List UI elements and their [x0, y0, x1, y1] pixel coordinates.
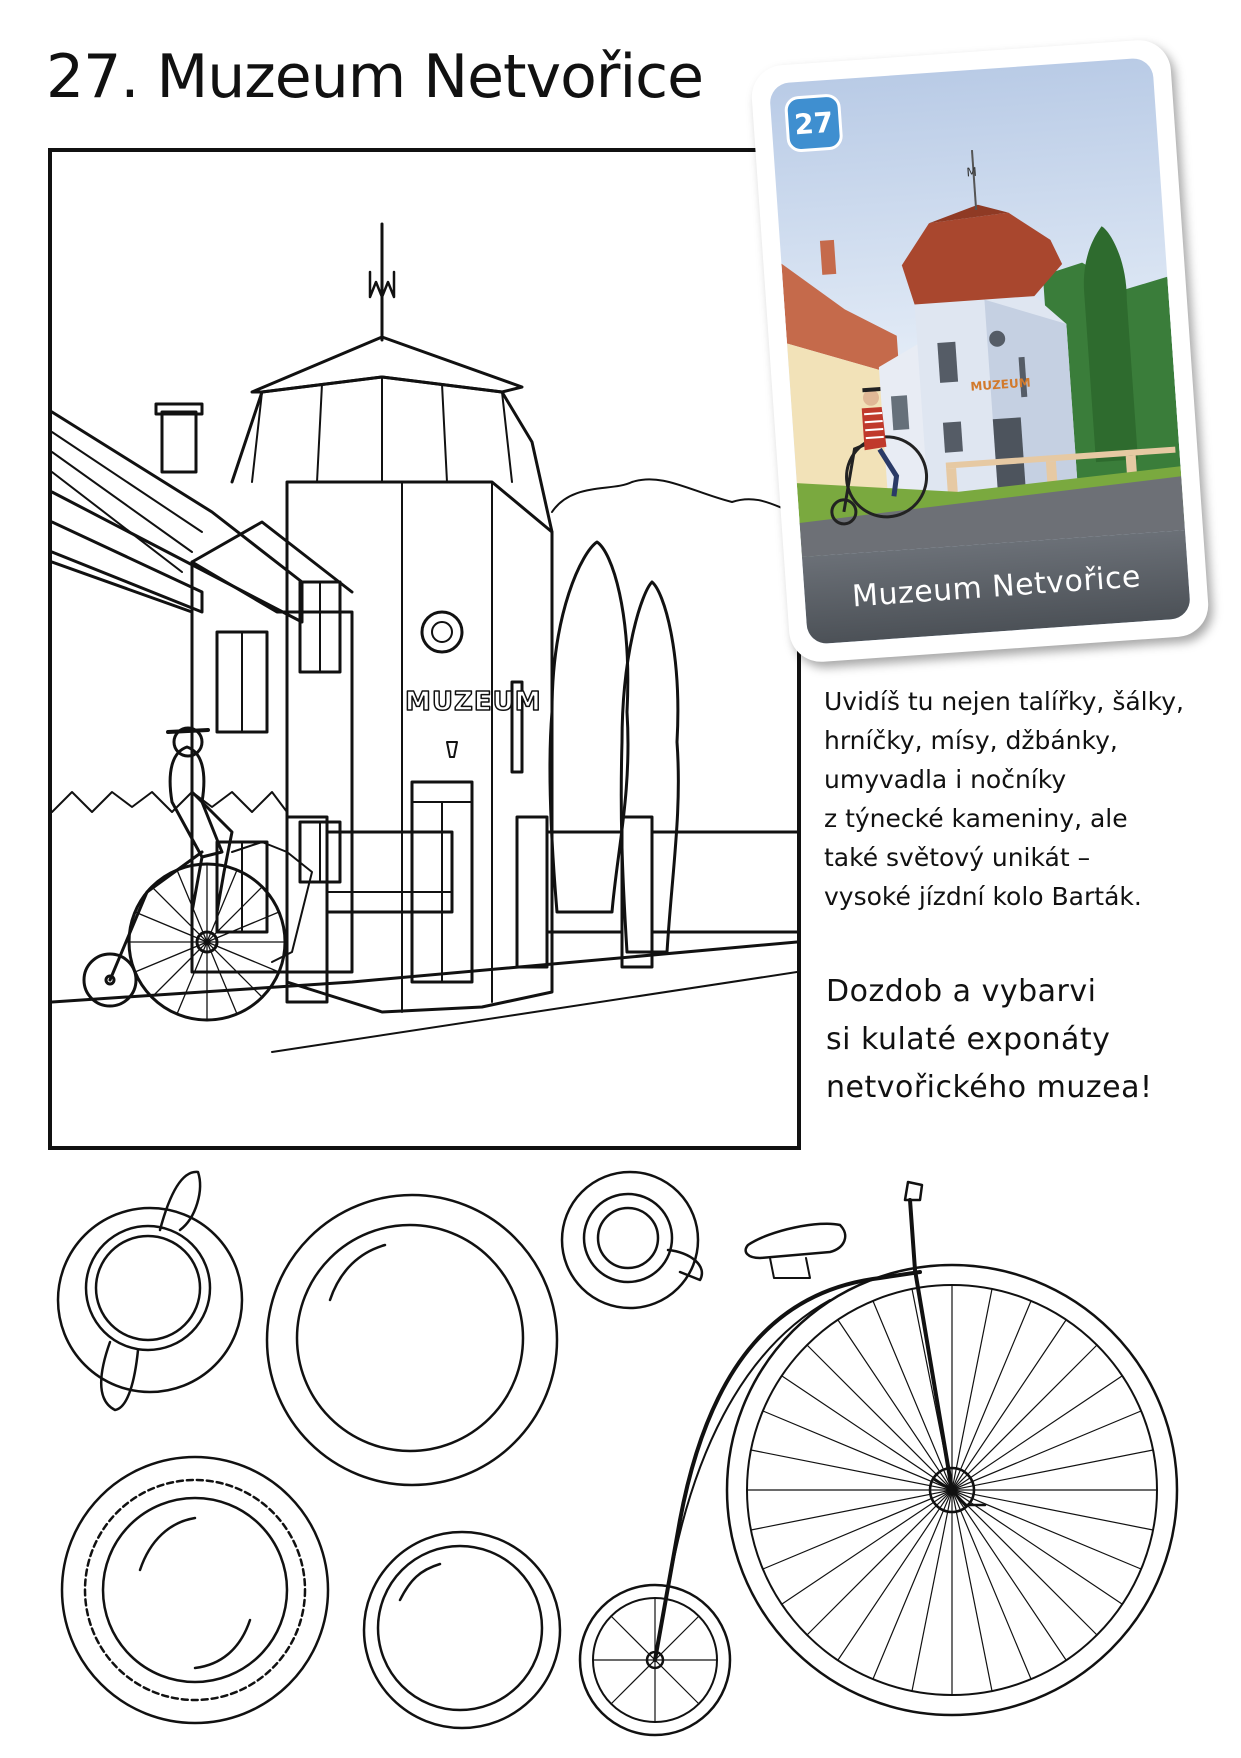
coloring-scene — [48, 148, 801, 1150]
decorated-plate-exhibit — [62, 1457, 328, 1723]
scene-bicycle — [84, 852, 285, 1020]
coloring-instruction — [826, 968, 1153, 1112]
info-line: z týnecké kameniny, ale — [824, 804, 1128, 833]
instruction-line: Dozdob a vybarvi — [826, 974, 1097, 1009]
info-line: také světový unikát – — [824, 843, 1091, 872]
instruction-line: si kulaté exponáty — [826, 1022, 1111, 1057]
info-line: Uvidíš tu nejen talířky, šálky, — [824, 687, 1184, 716]
info-paragraph — [824, 682, 1224, 916]
small-plate-exhibit — [364, 1532, 560, 1728]
card-number-badge: 27 — [784, 93, 844, 153]
page-title: 27. Muzeum Netvořice — [46, 42, 704, 112]
cup-exhibit — [562, 1172, 702, 1308]
location-card — [750, 38, 1211, 664]
museum-sign: MUZEUM — [405, 687, 542, 717]
svg-text:M: M — [966, 164, 978, 180]
exhibits-line-drawing — [0, 1160, 1241, 1754]
info-line: hrníčky, mísy, džbánky, — [824, 726, 1118, 755]
card-sign: MUZEUM — [969, 375, 1032, 394]
large-plate-exhibit — [267, 1195, 557, 1485]
info-line: umyvadla i nočníky — [824, 765, 1067, 794]
card-caption: Muzeum Netvořice — [802, 530, 1191, 645]
instruction-line: netvořického muzea! — [826, 1070, 1153, 1105]
jug-exhibit — [58, 1172, 242, 1410]
museum-line-drawing — [52, 152, 797, 1146]
penny-farthing-exhibit — [580, 1182, 1177, 1735]
card-illustration — [769, 57, 1191, 644]
info-line: vysoké jízdní kolo Barták. — [824, 882, 1142, 911]
exhibits-area — [0, 1160, 1241, 1754]
